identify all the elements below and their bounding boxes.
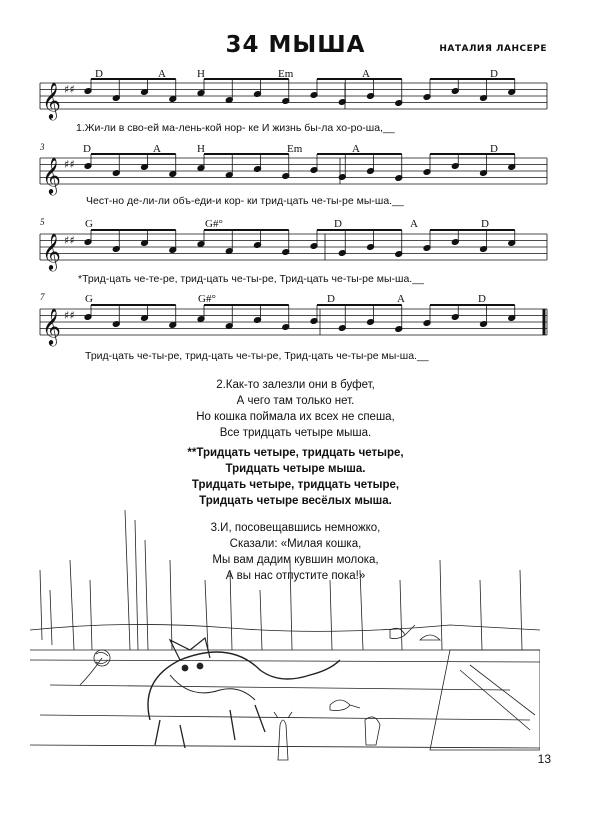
chorus-line: Тридцать четыре весёлых мыша. — [199, 495, 392, 507]
treble-clef-icon: 𝄞 — [42, 307, 61, 345]
chord: G#° — [198, 293, 216, 305]
chorus-line: Тридцать четыре мыша. — [225, 463, 366, 475]
measure-number: 3 — [40, 142, 45, 152]
key-signature-icon: ♯♯ — [64, 83, 75, 96]
chord: H — [197, 68, 205, 80]
key-signature-icon: ♯♯ — [64, 234, 75, 247]
measure-number: 7 — [40, 292, 45, 302]
key-signature-icon: ♯♯ — [64, 158, 75, 171]
verse-line: Сказали: «Милая кошка, — [229, 538, 362, 550]
lyrics-line: 1.Жи-ли в сво-ей ма-лень-кой нор- ке И жизнь бы-ла хо-ро-ша,__ — [76, 122, 395, 134]
lyrics-line: Чест-но де-ли-ли объ-еди-и кор- ки трид-цать че-ты-ре мы-ша.__ — [86, 195, 404, 207]
music-notation — [0, 0, 591, 370]
measure-number: 5 — [40, 217, 45, 227]
chord: D — [327, 293, 335, 305]
verse-line: А вы нас отпустите пока!» — [225, 570, 366, 582]
chord: D — [478, 293, 486, 305]
chord: G — [85, 218, 93, 230]
page-number: 13 — [537, 752, 551, 766]
chord: H — [197, 143, 205, 155]
chord: G#° — [205, 218, 223, 230]
chord: A — [362, 68, 370, 80]
verse-line: Мы вам дадим кувшин молока, — [212, 554, 379, 566]
treble-clef-icon: 𝄞 — [42, 81, 61, 119]
chord: A — [153, 143, 161, 155]
verse-2 — [0, 377, 591, 441]
cat-and-mice-sketch-icon — [30, 500, 540, 770]
page-title: 34 МЫША — [225, 32, 366, 58]
verse-line: А чего там только нет. — [236, 395, 355, 407]
chord: Em — [287, 143, 303, 155]
chord: A — [397, 293, 405, 305]
lyrics-line: *Трид-цать че-те-ре, трид-цать че-ты-ре, Трид-цать че-ты-ре мы-ша.__ — [78, 273, 424, 285]
chord: D — [83, 143, 91, 155]
chord: D — [490, 143, 498, 155]
chorus-line: Тридцать четыре, тридцать четыре, — [191, 479, 400, 491]
chord: D — [334, 218, 342, 230]
chord: A — [410, 218, 418, 230]
verse-line: 2.Как-то залезли они в буфет, — [216, 379, 375, 391]
treble-clef-icon: 𝄞 — [42, 232, 61, 270]
song-author: НАТАЛИЯ ЛАНСЕРЕ — [439, 44, 547, 54]
verse-line: 3.И, посовещавшись немножко, — [210, 522, 381, 534]
treble-clef-icon: 𝄞 — [42, 156, 61, 194]
verse-line: Но кошка поймала их всех не спеша, — [196, 411, 395, 423]
chorus-line: **Тридцать четыре, тридцать четыре, — [187, 447, 404, 459]
chord: A — [352, 143, 360, 155]
chord: Em — [278, 68, 294, 80]
key-signature-icon: ♯♯ — [64, 309, 75, 322]
verse-line: Все тридцать четыре мыша. — [219, 427, 372, 439]
chord: D — [481, 218, 489, 230]
chord: D — [490, 68, 498, 80]
chord: A — [158, 68, 166, 80]
lyrics-line: Трид-цать че-ты-ре, трид-цать че-ты-ре, Трид-цать че-ты-ре мы-ша.__ — [85, 350, 429, 362]
chord: D — [95, 68, 103, 80]
chord: G — [85, 293, 93, 305]
